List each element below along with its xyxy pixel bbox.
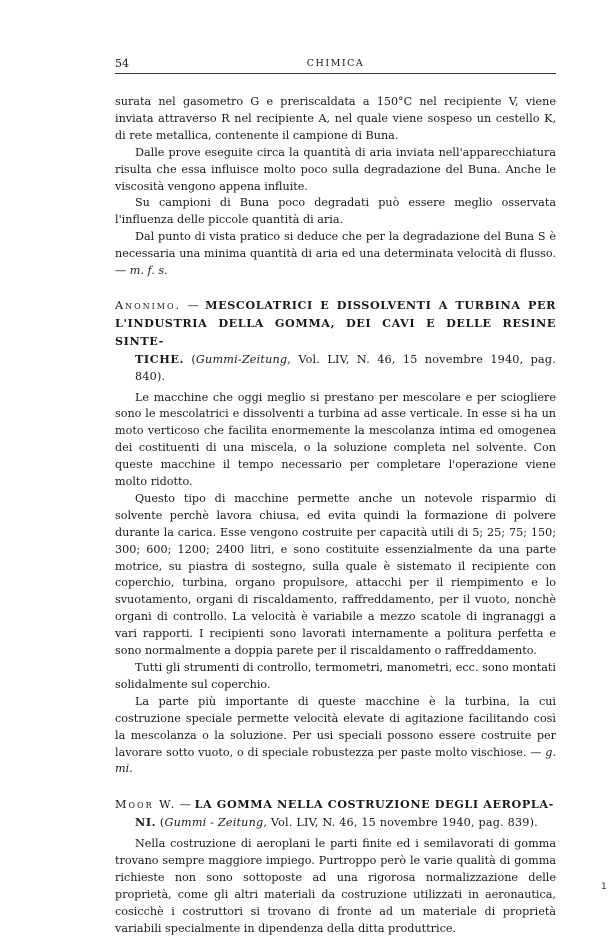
- article-title: LA GOMMA NELLA COSTRUZIONE DEGLI AEROPLA-: [194, 797, 554, 812]
- abstract-mescolatrici: [115, 297, 556, 778]
- citation: , Vol. LIV, N. 46, 15 novembre 1940, pag. 840).: [135, 352, 556, 383]
- signature: g. mi.: [115, 745, 557, 776]
- article-title-end: TICHE.: [135, 351, 185, 366]
- journal-name: Gummi-Zeitung: [195, 352, 288, 366]
- document-page: [115, 57, 556, 938]
- running-head: CHIMICA: [306, 58, 365, 69]
- dash: —: [181, 298, 206, 312]
- page-number: 54: [115, 57, 129, 70]
- paragraph: Tutti gli strumenti di controllo, termometri, manometri, ecc. sono montati solidalmente sul coperchio.: [115, 661, 556, 691]
- abstract-heading: [115, 796, 556, 832]
- abstract-gomma-aeroplani: [115, 796, 556, 937]
- paragraph: [115, 694, 556, 779]
- paragraph: Su campioni di Buna poco degradati può essere meglio osservata l'influenza delle piccole quantità di aria.: [115, 196, 556, 227]
- abstract-heading: [115, 297, 556, 386]
- page-body: [115, 94, 556, 938]
- open-paren: (: [156, 816, 165, 830]
- page-header: [115, 57, 556, 74]
- paragraph-text: Dal punto di vista pratico si deduce che per la degradazione del Buna S è necessaria una minima quantità di aria ed una determinata velocità di flusso. —: [115, 230, 556, 278]
- author: Anonimo.: [115, 298, 182, 312]
- heading-continuation: [115, 351, 556, 386]
- paragraph: Nella costruzione di aeroplani le parti finite ed i semilavorati di gomma trovano sempre maggiore impiego. Purtroppo però le varie qualità di gomma richieste non sono sottoposte ad una rigorosa normalizzazione delle proprietà, come gli altri materiali da costruzione utilizzati in aeronautica, cosicchè i costruttori si trovano di fronte ad un materiale di proprietà variabili specialmente in dipendenza della ditta produttrice.: [115, 837, 556, 935]
- article-title-end: NI.: [135, 815, 157, 830]
- heading-continuation: [115, 814, 556, 832]
- corner-mark: 1: [601, 882, 607, 892]
- paragraph-text: La parte più importante di queste macchine è la turbina, la cui costruzione speciale permette velocità elevate di agitazione facilitando così la mescolanza o la soluzione. Per usi speciali possono essere costruite per lavorare sotto vuoto, o di speciale robustezza per paste molto vischiose. —: [115, 694, 556, 759]
- paragraph: surata nel gasometro G e preriscaldata a 150°C nel recipiente V, viene inviata attraverso R nel recipiente A, nel quale viene sospeso un cestello K, di rete metallica, contenente il campione di Buna.: [115, 95, 556, 142]
- open-paren: (: [184, 352, 196, 366]
- paragraph: Questo tipo di macchine permette anche un notevole risparmio di solvente perchè lavora chiusa, ed evita quindi la formazione di polvere durante la carica. Esse vengono costruite per capacità utili di 5; 25; 75; 150; 300; 600; 1200; 2400 litri, e sono costituite essenzialmente da una parte motrice, su piastra di sostegno, sulla quale è sistemato il recipiente con coperchio, turbina, organo propulsore, attacchi per il riempimento e lo svuotamento, organi di riscaldamento, raffreddamento, per il vuoto, nonchè organi di controllo. La velocità è variabile a mezzo scatole di ingranaggi a vari rapporti. I recipienti sono lavorati internamente a politura perfetta e sono normalmente a doppia parete per il riscaldamento o raffreddamento.: [115, 491, 556, 658]
- intro-section: [115, 94, 556, 280]
- article-title: MESCOLATRICI E DISSOLVENTI A TURBINA PER L'INDUSTRIA DELLA GOMMA, DEI CAVI E DELLE RESINE SINTE-: [115, 297, 556, 348]
- journal-name: Gummi - Zeitung: [164, 816, 264, 830]
- paragraph: [115, 229, 556, 280]
- signature: m. f. s.: [129, 264, 168, 278]
- paragraph: Le macchine che oggi meglio si prestano per mescolare e per sciogliere sono le mescolatrici e dissolventi a turbina ad asse verticale. In esse si ha un moto verticoso che facilita enormemente la mescolanza intima ed omogenea dei costituenti di una miscela, o la soluzione completa nel solvente. Con queste macchine il tempo necessario per completare l'operazione viene molto ridotto.: [115, 390, 556, 489]
- author: Moor W.: [115, 798, 177, 812]
- citation: , Vol. LIV, N. 46, 15 novembre 1940, pag. 839).: [263, 816, 538, 830]
- paragraph: Dalle prove eseguite circa la quantità di aria inviata nell'apparecchiatura risulta che essa influisce molto poco sulla degradazione del Buna. Anche le viscosità vengono appena influite.: [115, 145, 556, 193]
- dash: —: [176, 798, 195, 812]
